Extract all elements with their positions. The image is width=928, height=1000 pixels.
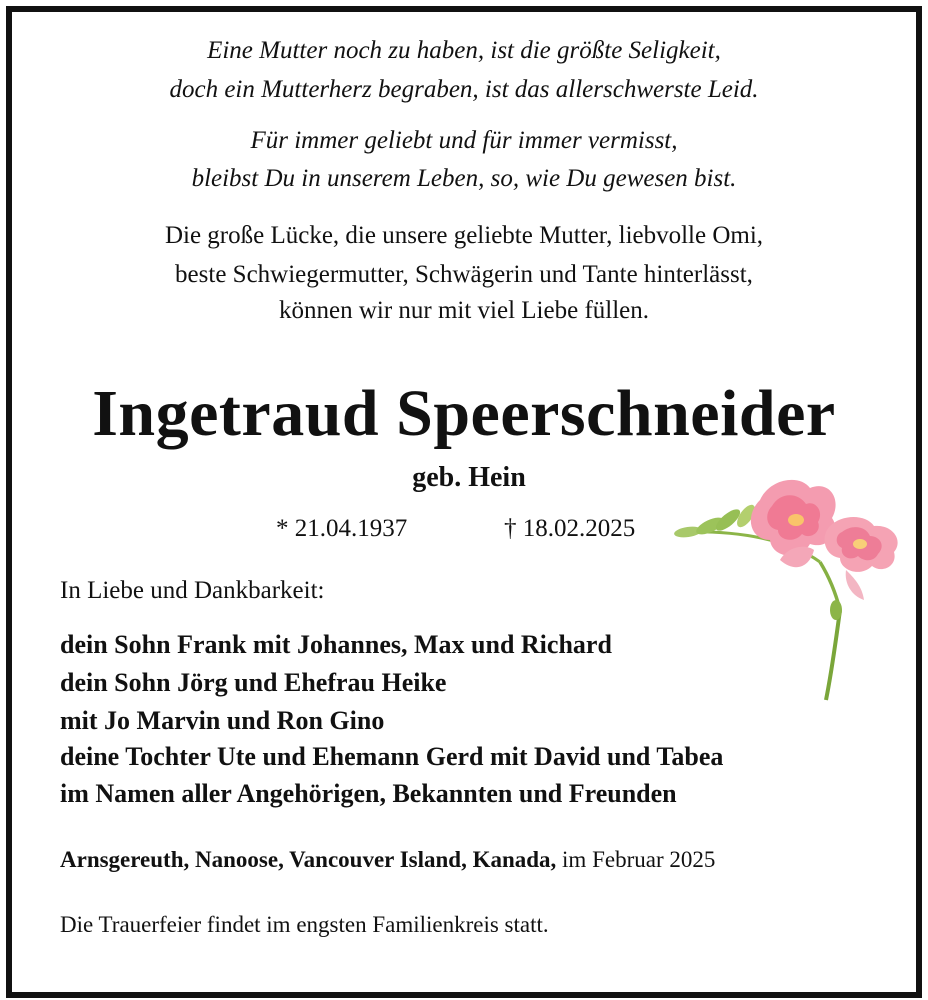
- mourner-line: mit Jo Marvin und Ron Gino: [60, 706, 385, 735]
- mourner-line: dein Sohn Frank mit Johannes, Max und Richard: [60, 630, 612, 659]
- place-and-date: [60, 847, 715, 873]
- intro-line: beste Schwiegermutter, Schwägerin und Tante hinterlässt,: [175, 261, 753, 288]
- maiden-name: geb. Hein: [412, 462, 526, 493]
- place-names: Arnsgereuth, Nanoose, Vancouver Island, Kanada,: [60, 847, 557, 872]
- death-date: † 18.02.2025: [504, 515, 636, 542]
- intro-line: können wir nur mit viel Liebe füllen.: [278, 297, 650, 324]
- dedication: In Liebe und Dankbarkeit:: [60, 577, 325, 604]
- mourner-line: im Namen aller Angehörigen, Bekannten und Freunden: [60, 779, 677, 808]
- mourner-line: dein Sohn Jörg und Ehefrau Heike: [60, 668, 447, 697]
- birth-date: * 21.04.1937: [276, 515, 408, 542]
- place-date: im Februar 2025: [556, 847, 716, 872]
- funeral-note: Die Trauerfeier findet im engsten Familienkreis statt.: [60, 912, 549, 937]
- verse-line: Eine Mutter noch zu haben, ist die größte Seligkeit,: [207, 37, 721, 64]
- verse-line: Für immer geliebt und für immer vermisst,: [250, 127, 678, 154]
- freesia-flower-icon: [660, 470, 920, 710]
- intro-line: Die große Lücke, die unsere geliebte Mutter, liebvolle Omi,: [164, 222, 764, 249]
- verse-line: doch ein Mutterherz begraben, ist das allerschwerste Leid.: [169, 76, 759, 103]
- deceased-name: Ingetraud Speerschneider: [92, 377, 836, 450]
- verse-line: bleibst Du in unserem Leben, so, wie Du gewesen bist.: [191, 165, 737, 192]
- mourner-line: deine Tochter Ute und Ehemann Gerd mit David und Tabea: [60, 742, 724, 771]
